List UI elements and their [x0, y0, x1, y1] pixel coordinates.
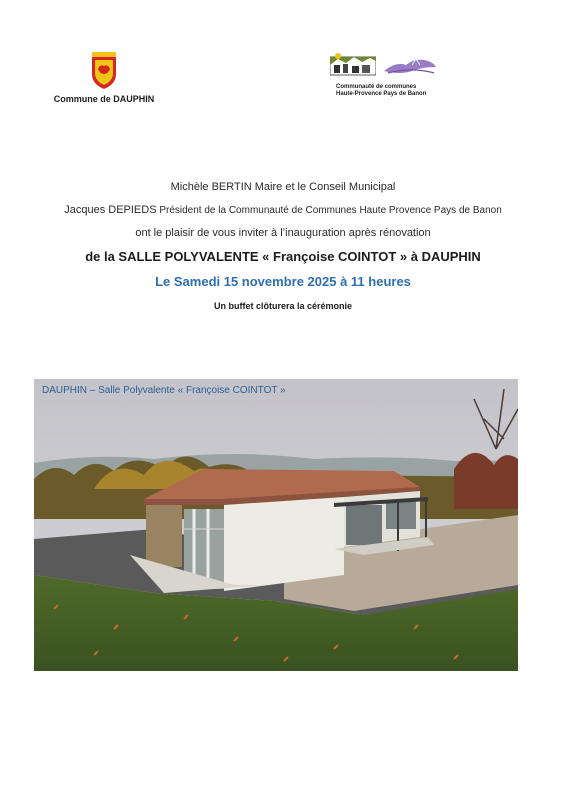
hall-photo-illustration [34, 379, 518, 671]
community-label [336, 84, 460, 98]
invitation-text [0, 180, 566, 312]
community-label-line2: Haute-Provence Pays de Banon [336, 91, 427, 97]
event-date: Le Samedi 15 novembre 2025 à 11 heures [155, 274, 411, 289]
venue-title: de la SALLE POLYVALENTE « Françoise COINTOT » à DAUPHIN [85, 249, 481, 264]
invitation-sentence: ont le plaisir de vous inviter à l’inauguration après rénovation [135, 227, 431, 239]
buffet-note: Un buffet clôturera la cérémonie [213, 301, 353, 311]
crest-icon [90, 52, 118, 90]
president-name: Jacques DEPIEDS [64, 204, 157, 216]
mountain-logo-icon [382, 55, 438, 82]
president-line [0, 203, 566, 218]
president-title: Président de la Communauté de Communes Haute Provence Pays de Banon [156, 205, 502, 216]
commune-header [44, 52, 164, 104]
community-label-line1: Communauté de communes [336, 84, 417, 90]
hall-photo [34, 379, 518, 671]
photo-caption: DAUPHIN – Salle Polyvalente « Françoise COINTOT » [42, 385, 286, 396]
inviters-line: Michèle BERTIN Maire et le Conseil Municipal [170, 181, 396, 193]
community-header [330, 56, 460, 98]
community-logo-icon [330, 53, 376, 82]
commune-label: Commune de DAUPHIN [53, 94, 155, 104]
